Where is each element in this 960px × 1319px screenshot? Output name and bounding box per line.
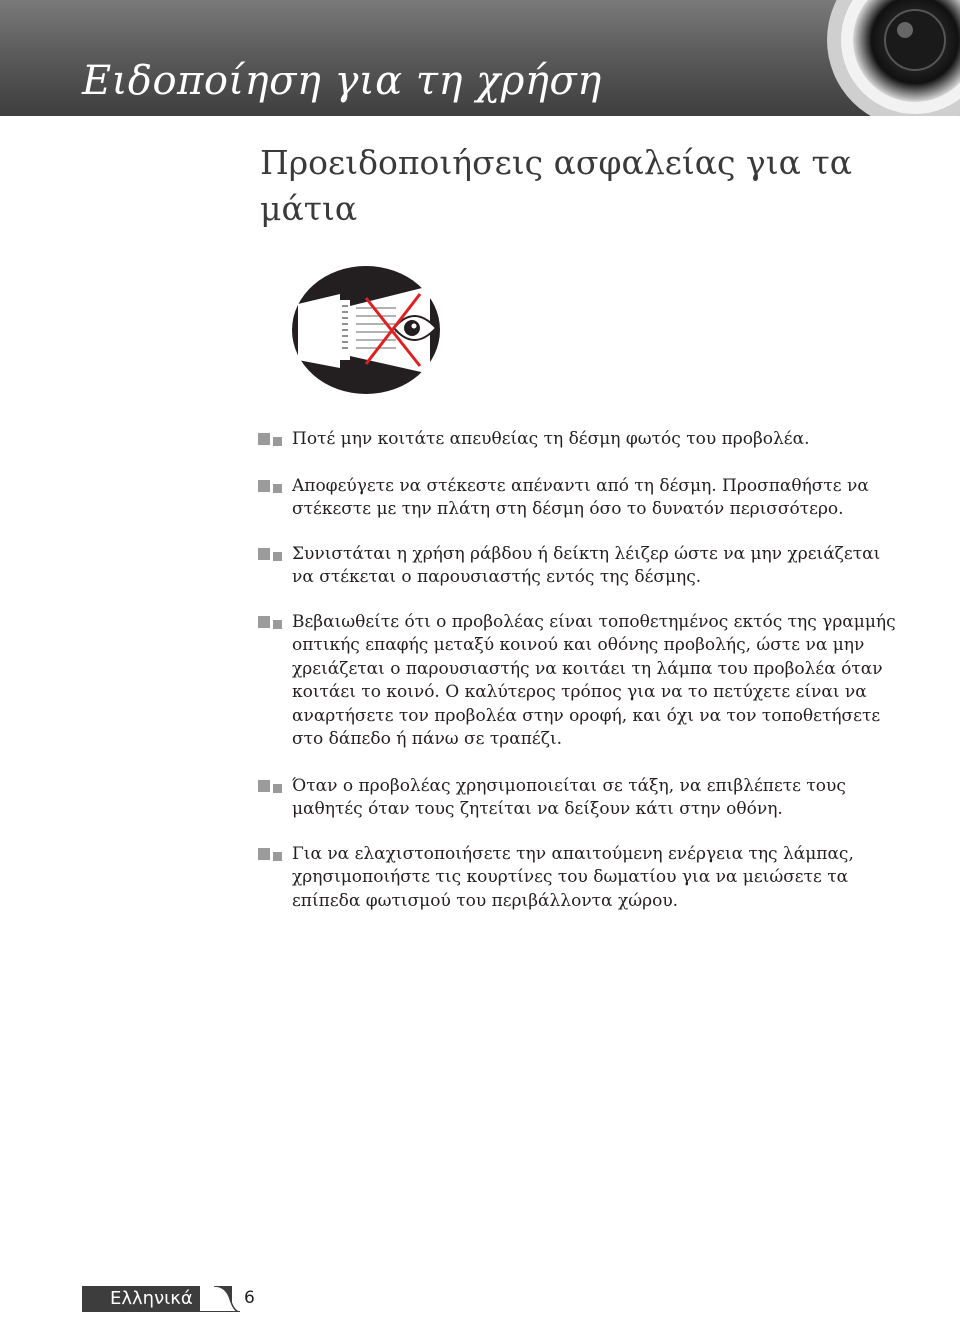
bullet-icon — [258, 780, 286, 792]
bullet-icon — [258, 848, 286, 860]
bullet-text: Ποτέ μην κοιτάτε απευθείας τη δέσμη φωτός του προβολέα. — [292, 429, 810, 449]
header-band — [0, 0, 960, 116]
bullet-text: Βεβαιωθείτε ότι ο προβολέας είναι τοποθετημένος εκτός της γραμμής οπτικής επαφής μεταξύ κοινού και οθόνης προβολής, ώστε να μην χρειάζεται ο παρουσιαστής να κοιτάει τη λάμπα του προβολέα όταν κοιτάει το κοινό. Ο καλύτερος τρόπος για να το πετύχετε είναι να αναρτήσετε τον προβολέα στην οροφή, και όχι να τον τοποθετήσετε στο δάπεδο ή πάνω σε τραπέζι. — [292, 611, 896, 749]
bullet-icon — [258, 480, 286, 492]
list-item — [258, 428, 898, 452]
list-item — [258, 543, 898, 590]
eye-safety-warning-icon — [290, 264, 442, 396]
bullet-icon — [258, 433, 286, 445]
section-title: Προειδοποιήσεις ασφαλείας για τα μάτια — [260, 143, 853, 228]
warning-list — [258, 428, 898, 913]
list-item — [258, 475, 898, 522]
list-item — [258, 843, 898, 914]
list-item — [258, 775, 898, 822]
bullet-text: Συνιστάται η χρήση ράβδου ή δείκτη λέιζερ ώστε να μην χρειάζεται να στέκεται ο παρουσιαστής εντός της δέσμης. — [292, 543, 881, 587]
footer-language: Ελληνικά — [110, 1288, 193, 1309]
bullet-text: Για να ελαχιστοποιήσετε την απαιτούμενη ενέργεια της λάμπας, χρησιμοποιήστε τις κουρτίνες του δωματίου για να μειώσετε τα επίπεδα φωτισμού του περιβάλλοντα χώρου. — [292, 843, 854, 911]
page-header-title: Ειδοποίηση για τη χρήση — [82, 58, 602, 104]
bullet-icon — [258, 616, 286, 628]
bullet-icon — [258, 548, 286, 560]
page-number: 6 — [244, 1288, 255, 1308]
list-item — [258, 611, 898, 752]
projector-lens-icon — [820, 0, 960, 116]
footer-tab-edge — [200, 1286, 240, 1312]
bullet-text: Όταν ο προβολέας χρησιμοποιείται σε τάξη, να επιβλέπετε τους μαθητές όταν τους ζητείται να δείξουν κάτι στην οθόνη. — [292, 775, 846, 819]
bullet-text: Αποφεύγετε να στέκεστε απέναντι από τη δέσμη. Προσπαθήστε να στέκεστε με την πλάτη στη δέσμη όσο το δυνατόν περισσότερο. — [292, 475, 869, 519]
